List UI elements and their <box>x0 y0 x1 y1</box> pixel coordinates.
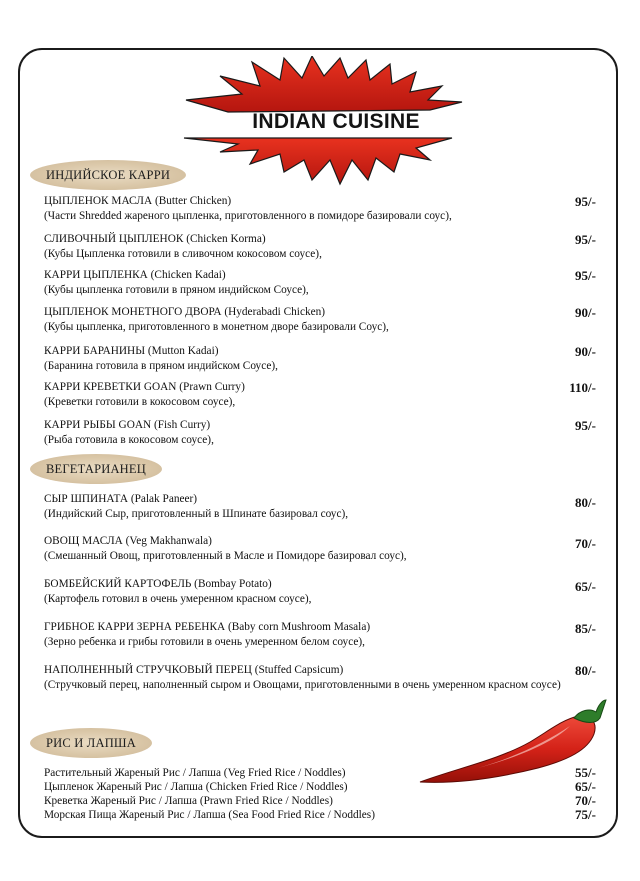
section-label-rice: РИС И ЛАПША <box>30 728 152 758</box>
item-price: 90/- <box>575 305 596 320</box>
item-price: 95/- <box>575 418 596 433</box>
rice-item-name: Морская Пища Жареный Рис / Лапша (Sea Food Fried Rice / Noddles) <box>44 809 375 821</box>
item-description: (Кубы Цыпленка готовили в сливочном кокосовом соусе), <box>44 248 322 260</box>
item-description: (Индийский Сыр, приготовленный в Шпинате базировал соус), <box>44 508 349 520</box>
item-name: ЦЫПЛЕНОК МАСЛА (Butter Chicken) <box>44 195 232 207</box>
item-description: (Рыба готовила в кокосовом соусе), <box>44 434 214 446</box>
item-price: 70/- <box>575 536 596 551</box>
item-description: (Зерно ребенка и грибы готовили в очень умеренном белом соусе), <box>44 636 365 648</box>
item-name: КАРРИ ЦЫПЛЕНКА (Chicken Kadai) <box>44 269 226 281</box>
menu-item <box>44 194 596 224</box>
item-description: (Креветки готовили в кокосовом соусе), <box>44 396 236 408</box>
item-price: 95/- <box>575 268 596 283</box>
item-name: БОМБЕЙСКИЙ КАРТОФЕЛЬ (Bombay Potato) <box>44 578 272 590</box>
item-name: ГРИБНОЕ КАРРИ ЗЕРНА РЕБЕНКА (Baby corn Mushroom Masala) <box>44 621 371 633</box>
item-name: ОВОЩ МАСЛА (Veg Makhanwala) <box>44 535 212 547</box>
item-name: КАРРИ БАРАНИНЫ (Mutton Kadai) <box>44 345 219 357</box>
item-price: 85/- <box>575 621 596 636</box>
item-description: (Баранина готовила в пряном индийском Соусе), <box>44 360 278 372</box>
page-title: INDIAN CUISINE <box>252 110 420 133</box>
item-name: КАРРИ КРЕВЕТКИ GOAN (Prawn Curry) <box>44 381 245 393</box>
item-price: 70/- <box>575 793 596 808</box>
item-description: (Смешанный Овощ, приготовленный в Масле и Помидоре базировал соус), <box>44 550 407 562</box>
item-price: 80/- <box>575 495 596 510</box>
menu-item <box>44 305 596 335</box>
rice-item-name: Растительный Жареный Рис / Лапша (Veg Fried Rice / Noddles) <box>44 767 346 779</box>
item-name: ЦЫПЛЕНОК МОНЕТНОГО ДВОРА (Hyderabadi Chicken) <box>44 306 326 318</box>
item-price: 65/- <box>575 779 596 794</box>
item-price: 75/- <box>575 807 596 822</box>
item-price: 55/- <box>575 765 596 780</box>
item-price: 65/- <box>575 579 596 594</box>
menu-item <box>44 418 596 448</box>
item-price: 110/- <box>569 380 596 395</box>
item-description: (Кубы цыпленка, приготовленного в монетном дворе базировали Соус), <box>44 321 389 333</box>
item-name: СЫР ШПИНАТА (Palak Paneer) <box>44 493 198 505</box>
item-price: 90/- <box>575 344 596 359</box>
menu-item <box>44 268 596 298</box>
item-description: (Картофель готовил в очень умеренном красном соусе), <box>44 593 312 605</box>
item-price: 95/- <box>575 194 596 209</box>
rice-item-name: Цыпленок Жареный Рис / Лапша (Chicken Fried Rice / Noddles) <box>44 781 348 793</box>
item-description: (Части Shredded жареного цыпленка, приготовленного в помидоре базировали соус), <box>44 210 452 222</box>
item-name: СЛИВОЧНЫЙ ЦЫПЛЕНОК (Chicken Korma) <box>44 233 266 245</box>
section-label-veg: ВЕГЕТАРИАНЕЦ <box>30 454 162 484</box>
menu-item <box>44 577 596 607</box>
menu-item <box>44 380 596 410</box>
menu-item <box>44 344 596 374</box>
menu-item <box>44 492 596 522</box>
menu-item <box>44 663 596 693</box>
item-name: НАПОЛНЕННЫЙ СТРУЧКОВЫЙ ПЕРЕЦ (Stuffed Capsicum) <box>44 664 344 676</box>
rice-item-name: Креветка Жареный Рис / Лапша (Prawn Fried Rice / Noddles) <box>44 795 333 807</box>
menu-item <box>44 620 596 650</box>
item-price: 95/- <box>575 232 596 247</box>
item-price: 80/- <box>575 663 596 678</box>
menu-item <box>44 232 596 262</box>
item-description: (Стручковый перец, наполненный сыром и Овощами, приготовленными в очень умеренном красном соусе) <box>44 679 561 691</box>
section-label-curry: ИНДИЙСКОЕ КАРРИ <box>30 160 186 190</box>
item-description: (Кубы цыпленка готовили в пряном индийском Соусе), <box>44 284 309 296</box>
item-name: КАРРИ РЫБЫ GOAN (Fish Curry) <box>44 419 211 431</box>
menu-item <box>44 534 596 564</box>
